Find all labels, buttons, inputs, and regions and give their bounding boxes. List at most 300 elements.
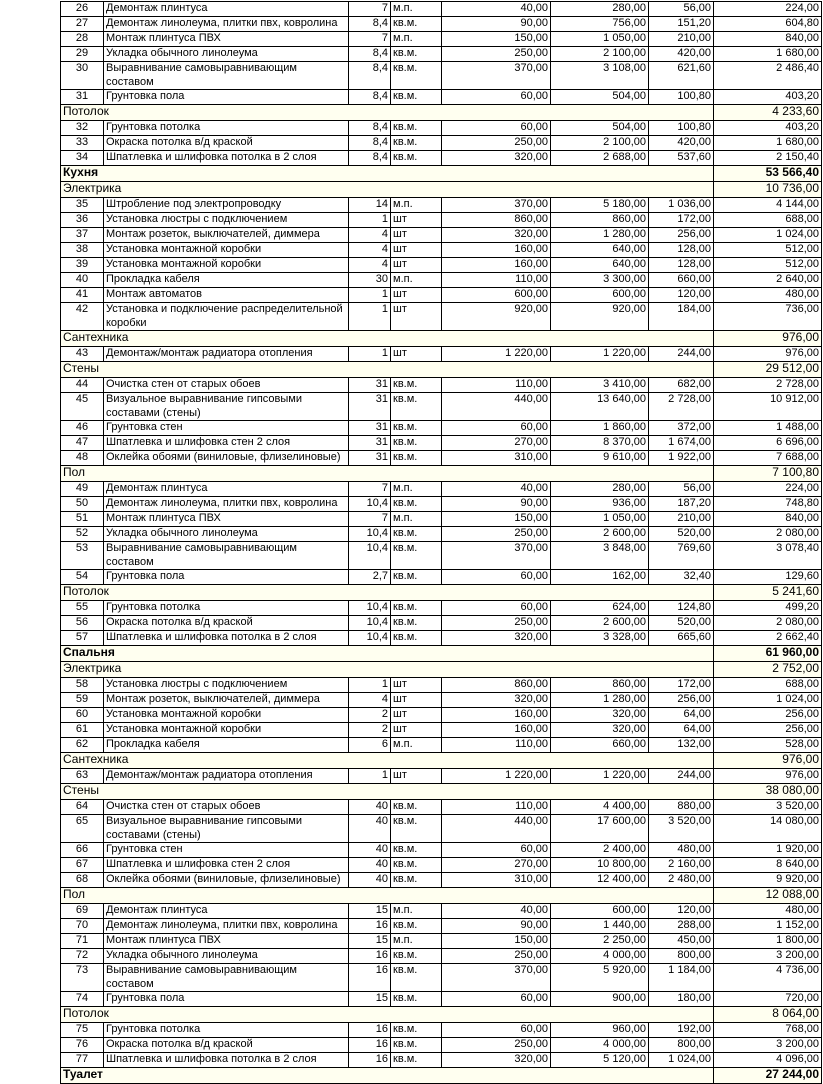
table-row <box>61 678 822 693</box>
work-name: Штробление под электропроводку <box>104 198 349 213</box>
quantity: 8,4 <box>349 62 391 90</box>
table-row <box>61 1038 822 1053</box>
discount-amount: 184,00 <box>649 303 714 331</box>
unit-price: 40,00 <box>442 2 551 17</box>
line-sum: 12 400,00 <box>551 873 649 888</box>
discount-amount: 256,00 <box>649 228 714 243</box>
unit: кв.м. <box>391 121 442 136</box>
quantity: 31 <box>349 421 391 436</box>
line-total: 688,00 <box>714 213 822 228</box>
work-name: Грунтовка потолка <box>104 121 349 136</box>
section-header-row <box>61 1007 822 1023</box>
work-name: Шпатлевка и шлифовка потолка в 2 слоя <box>104 1053 349 1068</box>
work-name: Очистка стен от старых обоев <box>104 800 349 815</box>
unit-price: 1 220,00 <box>442 769 551 784</box>
discount-amount: 244,00 <box>649 769 714 784</box>
line-total: 403,20 <box>714 90 822 105</box>
row-number: 34 <box>61 151 104 166</box>
quantity: 7 <box>349 32 391 47</box>
work-name: Монтаж розеток, выключателей, диммера <box>104 228 349 243</box>
quantity: 40 <box>349 815 391 843</box>
section-header-row <box>61 784 822 800</box>
quantity: 16 <box>349 964 391 992</box>
line-total: 688,00 <box>714 678 822 693</box>
discount-amount: 420,00 <box>649 136 714 151</box>
work-name: Демонтаж плинтуса <box>104 2 349 17</box>
quantity: 40 <box>349 873 391 888</box>
quantity: 30 <box>349 273 391 288</box>
discount-amount: 480,00 <box>649 843 714 858</box>
quantity: 40 <box>349 843 391 858</box>
row-number: 42 <box>61 303 104 331</box>
unit: м.п. <box>391 198 442 213</box>
row-number: 44 <box>61 378 104 393</box>
discount-amount: 1 036,00 <box>649 198 714 213</box>
discount-amount: 1 674,00 <box>649 436 714 451</box>
work-name: Прокладка кабеля <box>104 738 349 753</box>
quantity: 4 <box>349 243 391 258</box>
line-sum: 1 220,00 <box>551 347 649 362</box>
unit-price: 860,00 <box>442 213 551 228</box>
work-name: Шпатлевка и шлифовка стен 2 слоя <box>104 436 349 451</box>
line-sum: 2 600,00 <box>551 527 649 542</box>
table-row <box>61 213 822 228</box>
section-name: Потолок <box>61 585 714 601</box>
quantity: 8,4 <box>349 136 391 151</box>
quantity: 16 <box>349 919 391 934</box>
unit: шт <box>391 288 442 303</box>
unit-price: 40,00 <box>442 904 551 919</box>
quantity: 1 <box>349 347 391 362</box>
section-name: Потолок <box>61 1007 714 1023</box>
work-name: Окраска потолка в/д краской <box>104 136 349 151</box>
unit: кв.м. <box>391 436 442 451</box>
discount-amount: 800,00 <box>649 949 714 964</box>
unit: кв.м. <box>391 919 442 934</box>
unit-price: 270,00 <box>442 858 551 873</box>
row-number: 54 <box>61 570 104 585</box>
estimate-rows <box>61 2 822 1084</box>
unit: шт <box>391 243 442 258</box>
unit-price: 60,00 <box>442 1023 551 1038</box>
table-row <box>61 934 822 949</box>
table-row <box>61 873 822 888</box>
discount-amount: 180,00 <box>649 992 714 1007</box>
discount-amount: 210,00 <box>649 32 714 47</box>
table-row <box>61 769 822 784</box>
unit-price: 370,00 <box>442 62 551 90</box>
line-sum: 900,00 <box>551 992 649 1007</box>
unit-price: 440,00 <box>442 815 551 843</box>
line-total: 3 520,00 <box>714 800 822 815</box>
unit-price: 920,00 <box>442 303 551 331</box>
table-row <box>61 738 822 753</box>
work-name: Демонтаж плинтуса <box>104 904 349 919</box>
table-row <box>61 1053 822 1068</box>
line-sum: 320,00 <box>551 708 649 723</box>
line-sum: 640,00 <box>551 243 649 258</box>
unit-price: 320,00 <box>442 631 551 646</box>
line-sum: 2 100,00 <box>551 136 649 151</box>
unit: м.п. <box>391 934 442 949</box>
row-number: 66 <box>61 843 104 858</box>
unit: кв.м. <box>391 421 442 436</box>
table-row <box>61 601 822 616</box>
line-total: 8 640,00 <box>714 858 822 873</box>
line-total: 768,00 <box>714 1023 822 1038</box>
section-name: Стены <box>61 362 714 378</box>
line-total: 4 096,00 <box>714 1053 822 1068</box>
table-row <box>61 243 822 258</box>
row-number: 55 <box>61 601 104 616</box>
section-name: Сантехника <box>61 331 714 347</box>
row-number: 65 <box>61 815 104 843</box>
work-name: Укладка обычного линолеума <box>104 527 349 542</box>
unit-price: 90,00 <box>442 497 551 512</box>
work-name: Монтаж плинтуса ПВХ <box>104 32 349 47</box>
table-row <box>61 616 822 631</box>
unit: шт <box>391 693 442 708</box>
section-name: Сантехника <box>61 753 714 769</box>
work-name: Установка люстры с подключением <box>104 213 349 228</box>
section-name: Потолок <box>61 105 714 121</box>
line-total: 720,00 <box>714 992 822 1007</box>
line-total: 256,00 <box>714 723 822 738</box>
unit: шт <box>391 213 442 228</box>
line-total: 1 024,00 <box>714 228 822 243</box>
work-name: Демонтаж линолеума, плитки пвх, ковролина <box>104 497 349 512</box>
section-name: Пол <box>61 888 714 904</box>
line-sum: 504,00 <box>551 121 649 136</box>
work-name: Установка монтажной коробки <box>104 258 349 273</box>
line-total: 2 662,40 <box>714 631 822 646</box>
quantity: 1 <box>349 213 391 228</box>
table-row <box>61 32 822 47</box>
work-name: Окраска потолка в/д краской <box>104 1038 349 1053</box>
line-total: 499,20 <box>714 601 822 616</box>
unit-price: 250,00 <box>442 949 551 964</box>
unit: м.п. <box>391 904 442 919</box>
quantity: 4 <box>349 258 391 273</box>
work-name: Грунтовка пола <box>104 90 349 105</box>
row-number: 77 <box>61 1053 104 1068</box>
unit: шт <box>391 678 442 693</box>
section-total: 5 241,60 <box>714 585 822 601</box>
line-total: 4 736,00 <box>714 964 822 992</box>
unit: кв.м. <box>391 815 442 843</box>
section-header-row <box>61 753 822 769</box>
row-number: 75 <box>61 1023 104 1038</box>
work-name: Прокладка кабеля <box>104 273 349 288</box>
line-sum: 2 250,00 <box>551 934 649 949</box>
quantity: 16 <box>349 949 391 964</box>
discount-amount: 1 922,00 <box>649 451 714 466</box>
discount-amount: 187,20 <box>649 497 714 512</box>
discount-amount: 132,00 <box>649 738 714 753</box>
row-number: 51 <box>61 512 104 527</box>
row-number: 30 <box>61 62 104 90</box>
unit: кв.м. <box>391 1023 442 1038</box>
line-total: 14 080,00 <box>714 815 822 843</box>
quantity: 8,4 <box>349 90 391 105</box>
quantity: 1 <box>349 288 391 303</box>
discount-amount: 151,20 <box>649 17 714 32</box>
unit: кв.м. <box>391 1038 442 1053</box>
row-number: 70 <box>61 919 104 934</box>
line-sum: 3 108,00 <box>551 62 649 90</box>
work-name: Шпатлевка и шлифовка стен 2 слоя <box>104 858 349 873</box>
line-sum: 4 000,00 <box>551 949 649 964</box>
line-sum: 320,00 <box>551 723 649 738</box>
line-total: 2 080,00 <box>714 616 822 631</box>
unit-price: 600,00 <box>442 288 551 303</box>
line-sum: 17 600,00 <box>551 815 649 843</box>
row-number: 60 <box>61 708 104 723</box>
work-name: Монтаж плинтуса ПВХ <box>104 934 349 949</box>
line-total: 512,00 <box>714 243 822 258</box>
work-name: Укладка обычного линолеума <box>104 47 349 62</box>
unit: кв.м. <box>391 992 442 1007</box>
section-header-row <box>61 466 822 482</box>
table-row <box>61 527 822 542</box>
line-total: 1 488,00 <box>714 421 822 436</box>
unit-price: 60,00 <box>442 843 551 858</box>
row-number: 56 <box>61 616 104 631</box>
unit-price: 250,00 <box>442 136 551 151</box>
room-total: 61 960,00 <box>714 646 822 662</box>
discount-amount: 420,00 <box>649 47 714 62</box>
unit-price: 310,00 <box>442 873 551 888</box>
room-name: Кухня <box>61 166 714 182</box>
work-name: Демонтаж линолеума, плитки пвх, ковролина <box>104 17 349 32</box>
work-name: Демонтаж линолеума, плитки пвх, ковролина <box>104 919 349 934</box>
section-header-row <box>61 331 822 347</box>
unit-price: 370,00 <box>442 542 551 570</box>
line-total: 256,00 <box>714 708 822 723</box>
line-total: 748,80 <box>714 497 822 512</box>
table-row <box>61 708 822 723</box>
unit-price: 250,00 <box>442 1038 551 1053</box>
line-sum: 2 600,00 <box>551 616 649 631</box>
line-sum: 2 400,00 <box>551 843 649 858</box>
row-number: 69 <box>61 904 104 919</box>
unit-price: 110,00 <box>442 738 551 753</box>
line-sum: 3 848,00 <box>551 542 649 570</box>
row-number: 39 <box>61 258 104 273</box>
line-total: 480,00 <box>714 904 822 919</box>
work-name: Выравнивание самовыравнивающим составом <box>104 964 349 992</box>
discount-amount: 100,80 <box>649 121 714 136</box>
work-name: Демонтаж/монтаж радиатора отопления <box>104 769 349 784</box>
work-name: Грунтовка пола <box>104 992 349 1007</box>
table-row <box>61 800 822 815</box>
discount-amount: 120,00 <box>649 904 714 919</box>
table-row <box>61 378 822 393</box>
line-total: 4 144,00 <box>714 198 822 213</box>
quantity: 10,4 <box>349 542 391 570</box>
unit: кв.м. <box>391 800 442 815</box>
row-number: 46 <box>61 421 104 436</box>
unit: кв.м. <box>391 858 442 873</box>
table-row <box>61 136 822 151</box>
line-total: 224,00 <box>714 2 822 17</box>
line-sum: 5 180,00 <box>551 198 649 213</box>
line-total: 528,00 <box>714 738 822 753</box>
quantity: 31 <box>349 393 391 421</box>
table-row <box>61 1023 822 1038</box>
work-name: Монтаж плинтуса ПВХ <box>104 512 349 527</box>
quantity: 16 <box>349 1053 391 1068</box>
row-number: 50 <box>61 497 104 512</box>
unit-price: 250,00 <box>442 527 551 542</box>
line-total: 6 696,00 <box>714 436 822 451</box>
quantity: 7 <box>349 512 391 527</box>
table-row <box>61 858 822 873</box>
row-number: 36 <box>61 213 104 228</box>
unit-price: 60,00 <box>442 421 551 436</box>
unit: шт <box>391 723 442 738</box>
row-number: 67 <box>61 858 104 873</box>
table-row <box>61 121 822 136</box>
unit-price: 270,00 <box>442 436 551 451</box>
unit: м.п. <box>391 273 442 288</box>
quantity: 8,4 <box>349 151 391 166</box>
line-total: 2 640,00 <box>714 273 822 288</box>
unit-price: 1 220,00 <box>442 347 551 362</box>
section-total: 29 512,00 <box>714 362 822 378</box>
discount-amount: 1 184,00 <box>649 964 714 992</box>
line-sum: 4 000,00 <box>551 1038 649 1053</box>
table-row <box>61 228 822 243</box>
quantity: 16 <box>349 1023 391 1038</box>
table-row <box>61 288 822 303</box>
unit: кв.м. <box>391 542 442 570</box>
section-header-row <box>61 362 822 378</box>
row-number: 26 <box>61 2 104 17</box>
work-name: Визуальное выравнивание гипсовыми составами (стены) <box>104 815 349 843</box>
quantity: 2,7 <box>349 570 391 585</box>
unit: кв.м. <box>391 497 442 512</box>
unit: кв.м. <box>391 90 442 105</box>
discount-amount: 128,00 <box>649 258 714 273</box>
section-name: Пол <box>61 466 714 482</box>
discount-amount: 120,00 <box>649 288 714 303</box>
line-sum: 756,00 <box>551 17 649 32</box>
line-sum: 4 400,00 <box>551 800 649 815</box>
unit: кв.м. <box>391 570 442 585</box>
line-total: 3 200,00 <box>714 1038 822 1053</box>
unit: кв.м. <box>391 17 442 32</box>
line-total: 480,00 <box>714 288 822 303</box>
row-number: 72 <box>61 949 104 964</box>
row-number: 59 <box>61 693 104 708</box>
discount-amount: 172,00 <box>649 678 714 693</box>
quantity: 7 <box>349 2 391 17</box>
row-number: 76 <box>61 1038 104 1053</box>
section-name: Стены <box>61 784 714 800</box>
line-sum: 5 920,00 <box>551 964 649 992</box>
work-name: Оклейка обоями (виниловые, флизелиновые) <box>104 451 349 466</box>
work-name: Грунтовка потолка <box>104 1023 349 1038</box>
quantity: 8,4 <box>349 121 391 136</box>
section-total: 976,00 <box>714 753 822 769</box>
unit: м.п. <box>391 512 442 527</box>
discount-amount: 372,00 <box>649 421 714 436</box>
line-sum: 2 688,00 <box>551 151 649 166</box>
line-total: 3 200,00 <box>714 949 822 964</box>
row-number: 33 <box>61 136 104 151</box>
table-row <box>61 482 822 497</box>
table-row <box>61 964 822 992</box>
quantity: 10,4 <box>349 616 391 631</box>
work-name: Шпатлевка и шлифовка потолка в 2 слоя <box>104 631 349 646</box>
section-total: 4 233,60 <box>714 105 822 121</box>
work-name: Установка монтажной коробки <box>104 243 349 258</box>
line-total: 512,00 <box>714 258 822 273</box>
work-name: Монтаж розеток, выключателей, диммера <box>104 693 349 708</box>
work-name: Грунтовка потолка <box>104 601 349 616</box>
discount-amount: 2 480,00 <box>649 873 714 888</box>
unit: кв.м. <box>391 1053 442 1068</box>
section-header-row <box>61 105 822 121</box>
discount-amount: 769,60 <box>649 542 714 570</box>
unit-price: 160,00 <box>442 723 551 738</box>
line-sum: 1 220,00 <box>551 769 649 784</box>
section-header-row <box>61 182 822 198</box>
discount-amount: 192,00 <box>649 1023 714 1038</box>
line-total: 976,00 <box>714 347 822 362</box>
row-number: 61 <box>61 723 104 738</box>
work-name: Шпатлевка и шлифовка потолка в 2 слоя <box>104 151 349 166</box>
table-row <box>61 258 822 273</box>
line-sum: 1 050,00 <box>551 512 649 527</box>
table-row <box>61 512 822 527</box>
line-total: 3 078,40 <box>714 542 822 570</box>
discount-amount: 124,80 <box>649 601 714 616</box>
unit-price: 250,00 <box>442 616 551 631</box>
line-sum: 1 440,00 <box>551 919 649 934</box>
quantity: 16 <box>349 1038 391 1053</box>
table-row <box>61 497 822 512</box>
unit-price: 160,00 <box>442 243 551 258</box>
line-total: 129,60 <box>714 570 822 585</box>
unit: шт <box>391 228 442 243</box>
line-total: 604,80 <box>714 17 822 32</box>
quantity: 15 <box>349 934 391 949</box>
quantity: 2 <box>349 708 391 723</box>
table-row <box>61 347 822 362</box>
table-row <box>61 843 822 858</box>
quantity: 15 <box>349 904 391 919</box>
unit-price: 90,00 <box>442 17 551 32</box>
line-sum: 1 280,00 <box>551 228 649 243</box>
unit-price: 60,00 <box>442 570 551 585</box>
line-sum: 660,00 <box>551 738 649 753</box>
section-name: Электрика <box>61 662 714 678</box>
quantity: 10,4 <box>349 601 391 616</box>
quantity: 4 <box>349 693 391 708</box>
line-total: 10 912,00 <box>714 393 822 421</box>
quantity: 10,4 <box>349 497 391 512</box>
line-sum: 1 280,00 <box>551 693 649 708</box>
discount-amount: 2 728,00 <box>649 393 714 421</box>
row-number: 73 <box>61 964 104 992</box>
line-total: 1 680,00 <box>714 136 822 151</box>
table-row <box>61 393 822 421</box>
unit-price: 60,00 <box>442 90 551 105</box>
room-total: 27 244,00 <box>714 1068 822 1084</box>
row-number: 58 <box>61 678 104 693</box>
